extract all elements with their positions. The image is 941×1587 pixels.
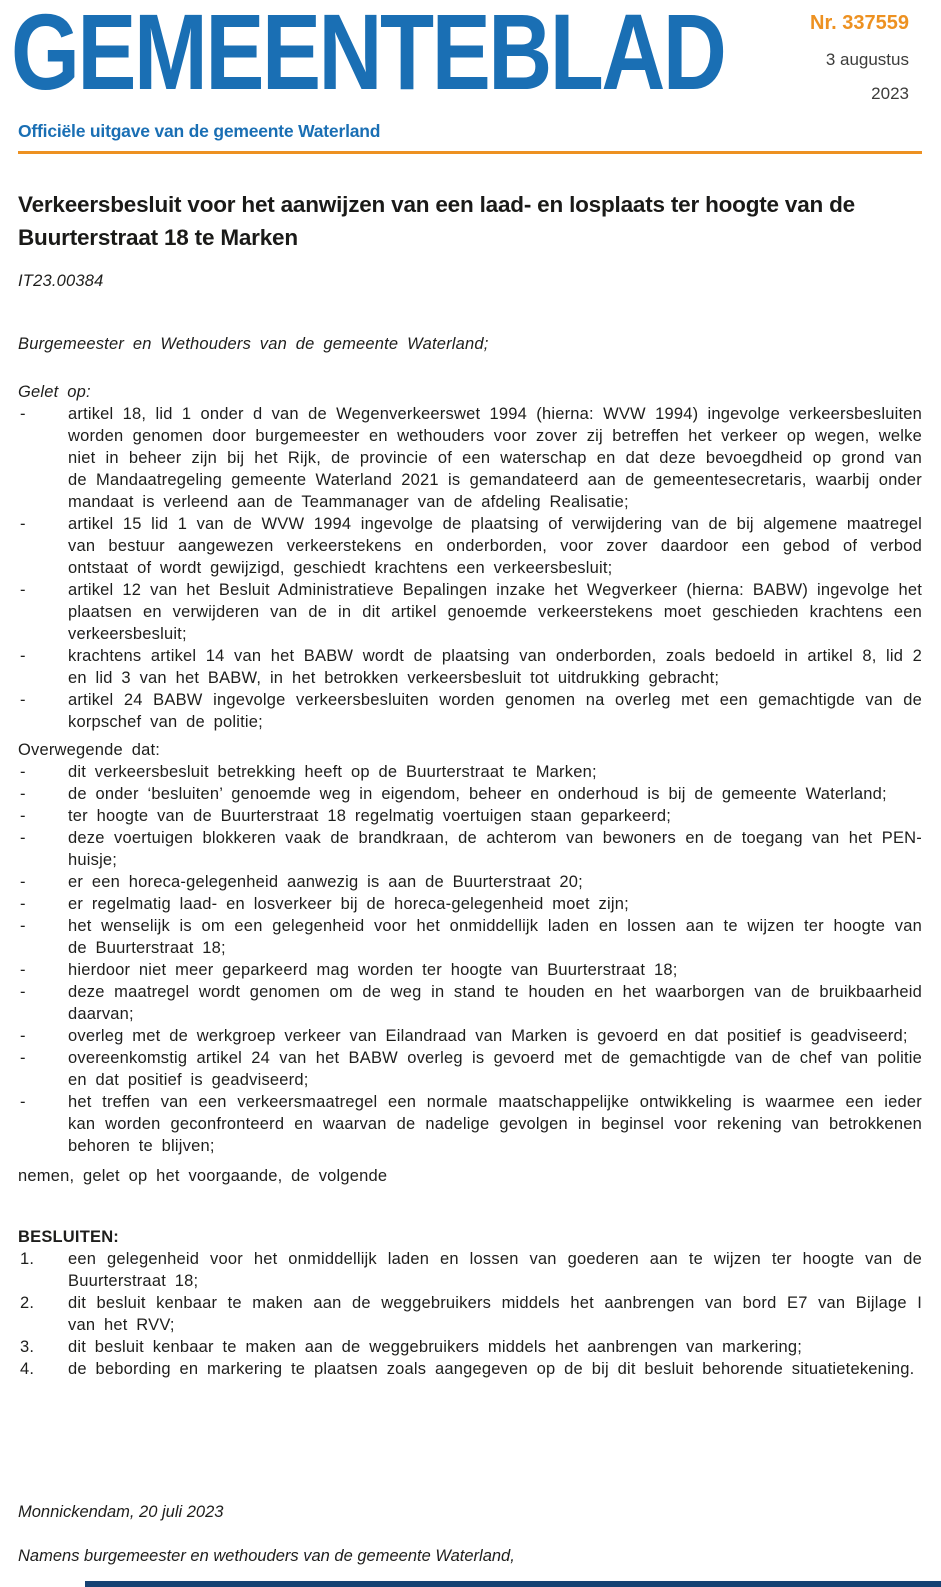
dash-bullet-marker: - bbox=[20, 895, 26, 913]
document-title: Verkeersbesluit voor het aanwijzen van een laad- en losplaats ter hoogte van de Buurterstraat 18 te Marken bbox=[18, 192, 855, 250]
gemeenteblad-logo: GEMEENTEBLAD bbox=[11, 0, 725, 112]
dash-bullet-marker: - bbox=[20, 1093, 26, 1111]
footer-bar bbox=[85, 1581, 941, 1587]
besluiten-item bbox=[18, 1336, 922, 1358]
dash-bullet-marker: - bbox=[20, 983, 26, 1001]
overwegende-item bbox=[18, 1047, 922, 1091]
number-marker: 1. bbox=[20, 1250, 35, 1268]
gelet-op-item-text: krachtens artikel 14 van het BABW wordt de plaatsing van onderborden, zoals bedoeld in artikel 8, lid 2 en lid 3 van het BABW, in het betrokken verkeersbesluit tot uitdrukking gebracht; bbox=[68, 647, 922, 687]
besluiten-item-text: een gelegenheid voor het onmiddellijk laden en lossen van goederen aan te wijzen ter hoogte van de Buurterstraat 18; bbox=[68, 1250, 922, 1290]
dash-bullet-marker: - bbox=[20, 581, 26, 599]
dash-bullet-marker: - bbox=[20, 961, 26, 979]
overwegende-item bbox=[18, 915, 922, 959]
gelet-op-item bbox=[18, 645, 922, 689]
overwegende-item-text: ter hoogte van de Buurterstraat 18 regelmatig voertuigen staan geparkeerd; bbox=[68, 807, 671, 825]
dash-bullet-marker: - bbox=[20, 873, 26, 891]
besluiten-item bbox=[18, 1292, 922, 1336]
dash-bullet-marker: - bbox=[20, 1049, 26, 1067]
dash-bullet-marker: - bbox=[20, 691, 26, 709]
document-reference: IT23.00384 bbox=[18, 272, 104, 290]
gelet-op-item-text: artikel 18, lid 1 onder d van de Wegenverkeerswet 1994 (hierna: WVW 1994) ingevolge verkeersbesluiten worden genomen door burgemeester en wethouders voor zover zij betreffen het verkeer op wegen, welke niet in beheer zijn bij het Rijk, de provincie of een waterschap en dat deze bevoegdheid op grond van de Mandaatregeling gemeente Waterland 2021 is gemandateerd aan de gemeentesecretaris, waarbij onder mandaat is verleend aan de Teammanager van de afdeling Realisatie; bbox=[68, 405, 922, 511]
salutation-line: Burgemeester en Wethouders van de gemeente Waterland; bbox=[18, 335, 489, 353]
gelet-op-item bbox=[18, 513, 922, 579]
dash-bullet-marker: - bbox=[20, 807, 26, 825]
overwegende-item bbox=[18, 981, 922, 1025]
header-divider-rule bbox=[18, 151, 922, 154]
overwegende-item-text: er regelmatig laad- en losverkeer bij de horeca-gelegenheid moet zijn; bbox=[68, 895, 629, 913]
closing-lead-line: nemen, gelet op het voorgaande, de volgende bbox=[18, 1167, 388, 1185]
section-heading-besluiten: BESLUITEN: bbox=[18, 1228, 119, 1246]
besluiten-item-text: de bebording en markering te plaatsen zoals aangegeven op de bij dit besluit behorende situatietekening. bbox=[68, 1360, 915, 1378]
gelet-op-list bbox=[18, 403, 922, 733]
overwegende-item-text: deze voertuigen blokkeren vaak de brandkraan, de achterom van bewoners en de toegang van het PEN-huisje; bbox=[68, 829, 922, 869]
gelet-op-item-text: artikel 24 BABW ingevolge verkeersbesluiten worden genomen na overleg met een gemachtigde van de korpschef van de politie; bbox=[68, 691, 922, 731]
publication-date-daymonth: 3 augustus bbox=[825, 50, 909, 69]
overwegende-item bbox=[18, 871, 922, 893]
gelet-op-item bbox=[18, 579, 922, 645]
publication-number: Nr. 337559 bbox=[810, 12, 909, 34]
signature-line: Namens burgemeester en wethouders van de gemeente Waterland, bbox=[18, 1547, 515, 1565]
besluiten-item-text: dit besluit kenbaar te maken aan de weggebruikers middels het aanbrengen van bord E7 van Bijlage I van het RVV; bbox=[68, 1294, 922, 1334]
document-body bbox=[18, 188, 922, 1380]
besluiten-item bbox=[18, 1248, 922, 1292]
overwegende-item bbox=[18, 1091, 922, 1157]
dash-bullet-marker: - bbox=[20, 917, 26, 935]
publication-date-year: 2023 bbox=[871, 84, 909, 103]
besluiten-item-text: dit besluit kenbaar te maken aan de weggebruikers middels het aanbrengen van markering; bbox=[68, 1338, 803, 1356]
overwegende-item bbox=[18, 761, 922, 783]
overwegende-item-text: er een horeca-gelegenheid aanwezig is aan de Buurterstraat 20; bbox=[68, 873, 583, 891]
overwegende-item-text: overleg met de werkgroep verkeer van Eilandraad van Marken is gevoerd en dat positief is geadviseerd; bbox=[68, 1027, 908, 1045]
gelet-op-item bbox=[18, 689, 922, 733]
overwegende-item bbox=[18, 959, 922, 981]
overwegende-item-text: het treffen van een verkeersmaatregel een normale maatschappelijke ontwikkeling is waarmee een ieder kan worden geconfronteerd en waarvan de nadelige gevolgen in beginsel voor rekening van betrokkenen behoren te blijven; bbox=[68, 1093, 922, 1155]
number-marker: 2. bbox=[20, 1294, 35, 1312]
gelet-op-item bbox=[18, 403, 922, 513]
section-heading-gelet-op: Gelet op: bbox=[18, 383, 91, 401]
overwegende-item bbox=[18, 783, 922, 805]
number-marker: 3. bbox=[20, 1338, 35, 1356]
overwegende-item-text: hierdoor niet meer geparkeerd mag worden ter hoogte van Buurterstraat 18; bbox=[68, 961, 678, 979]
besluiten-item bbox=[18, 1358, 922, 1380]
overwegende-item bbox=[18, 1025, 922, 1047]
overwegende-item-text: de onder ‘besluiten’ genoemde weg in eigendom, beheer en onderhoud is bij de gemeente Waterland; bbox=[68, 785, 887, 803]
overwegende-item-text: deze maatregel wordt genomen om de weg in stand te houden en het waarborgen van de bruikbaarheid daarvan; bbox=[68, 983, 922, 1023]
dash-bullet-marker: - bbox=[20, 405, 26, 423]
number-marker: 4. bbox=[20, 1360, 35, 1378]
overwegende-item bbox=[18, 805, 922, 827]
overwegende-item bbox=[18, 827, 922, 871]
dash-bullet-marker: - bbox=[20, 829, 26, 847]
gelet-op-item-text: artikel 12 van het Besluit Administratieve Bepalingen inzake het Wegverkeer (hierna: BABW) ingevolge het plaatsen en verwijderen van de in dit artikel genoemde verkeerstekens moet geschieden krachtens een verkeersbesluit; bbox=[68, 581, 922, 643]
overwegende-item bbox=[18, 893, 922, 915]
place-date-line: Monnickendam, 20 juli 2023 bbox=[18, 1503, 224, 1521]
gelet-op-item-text: artikel 15 lid 1 van de WVW 1994 ingevolge de plaatsing of verwijdering van de bij algemene maatregel van bestuur aangewezen verkeerstekens en onderborden, voor zover daardoor een gebod of verbod ontstaat of wordt gewijzigd, geschiedt krachtens een verkeersbesluit; bbox=[68, 515, 922, 577]
dash-bullet-marker: - bbox=[20, 763, 26, 781]
dash-bullet-marker: - bbox=[20, 515, 26, 533]
dash-bullet-marker: - bbox=[20, 1027, 26, 1045]
overwegende-item-text: dit verkeersbesluit betrekking heeft op de Buurterstraat te Marken; bbox=[68, 763, 597, 781]
gazette-subtitle: Officiële uitgave van de gemeente Waterland bbox=[18, 121, 381, 141]
section-heading-overwegende: Overwegende dat: bbox=[18, 741, 161, 759]
besluiten-list bbox=[18, 1248, 922, 1380]
dash-bullet-marker: - bbox=[20, 785, 26, 803]
dash-bullet-marker: - bbox=[20, 647, 26, 665]
overwegende-item-text: overeenkomstig artikel 24 van het BABW overleg is gevoerd met de gemachtigde van de chef van politie en dat positief is geadviseerd; bbox=[68, 1049, 922, 1089]
overwegende-item-text: het wenselijk is om een gelegenheid voor het onmiddellijk laden en lossen aan te wijzen ter hoogte van de Buurterstraat 18; bbox=[68, 917, 922, 957]
overwegende-list bbox=[18, 761, 922, 1157]
